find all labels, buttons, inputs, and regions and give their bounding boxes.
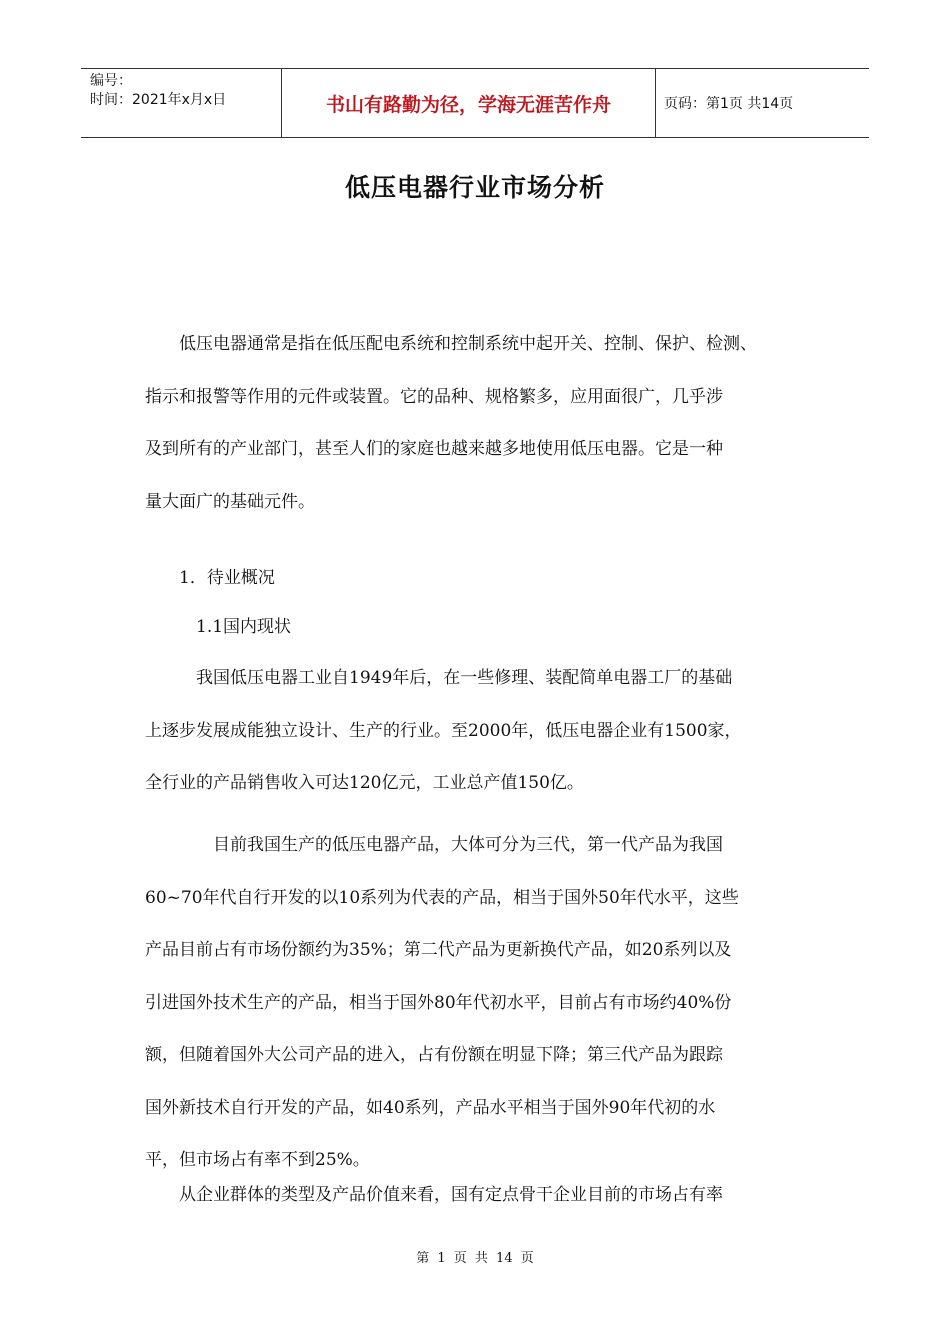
paragraph-2 bbox=[145, 819, 825, 1187]
header-meta bbox=[81, 69, 281, 137]
text-line: 我国低压电器工业自1949年后，在一些修理、装配简单电器工厂的基础 bbox=[145, 668, 733, 688]
text-line: 目前我国生产的低压电器产品，大体可分为三代，第一代产品为我国 bbox=[145, 835, 723, 855]
page-footer: 第 1 页 共 14 页 bbox=[416, 1251, 534, 1266]
paragraph-1 bbox=[145, 652, 825, 810]
text-line: 及到所有的产业部门，甚至人们的家庭也越来越多地使用低压电器。它是一种 bbox=[145, 439, 723, 459]
document-header bbox=[81, 68, 869, 138]
text-line: 产品目前占有市场份额约为35%；第二代产品为更新换代产品，如20系列以及 bbox=[145, 940, 732, 960]
text-line: 平，但市场占有率不到25%。 bbox=[145, 1150, 370, 1170]
text-line: 引进国外技术生产的产品，相当于国外80年代初水平，目前占有市场约40%份 bbox=[145, 992, 732, 1013]
paragraph-3 bbox=[145, 1169, 825, 1222]
header-page-info: 页码：第1页 共14页 bbox=[664, 96, 794, 112]
document-title: 低压电器行业市场分析 bbox=[344, 173, 605, 202]
number-label: 编号： bbox=[90, 73, 132, 89]
text-line: 国外新技术自行开发的产品，如40系列，产品水平相当于国外90年代初的水 bbox=[145, 1097, 716, 1118]
subsection-heading: 1.1国内现状 bbox=[145, 617, 292, 637]
text-line: 额，但随着国外大公司产品的进入，占有份额在明显下降；第三代产品为跟踪 bbox=[145, 1045, 723, 1065]
text-line: 低压电器通常是指在低压配电系统和控制系统中起开关、控制、保护、检测、 bbox=[145, 334, 757, 354]
text-line: 量大面广的基础元件。 bbox=[145, 491, 315, 512]
text-line: 全行业的产品销售收入可达120亿元，工业总产值150亿。 bbox=[145, 773, 584, 793]
time-label: 时间：2021年x月x日 bbox=[90, 92, 227, 108]
section-heading: 1．待业概况 bbox=[145, 568, 275, 588]
section-heading-1 bbox=[145, 552, 825, 605]
intro-paragraph bbox=[145, 318, 825, 528]
section-heading-1-1 bbox=[145, 601, 825, 654]
text-line: 上逐步发展成能独立设计、生产的行业。至2000年，低压电器企业有1500家， bbox=[145, 720, 742, 741]
text-line: 指示和报警等作用的元件或装置。它的品种、规格繁多，应用面很广，几乎涉 bbox=[145, 386, 723, 407]
header-motto: 书山有路勤为径，学海无涯苦作舟 bbox=[281, 69, 656, 137]
text-line: 从企业群体的类型及产品价值来看，国有定点骨干企业目前的市场占有率 bbox=[145, 1185, 723, 1205]
text-line: 60~70年代自行开发的以10系列为代表的产品，相当于国外50年代水平，这些 bbox=[145, 887, 739, 908]
